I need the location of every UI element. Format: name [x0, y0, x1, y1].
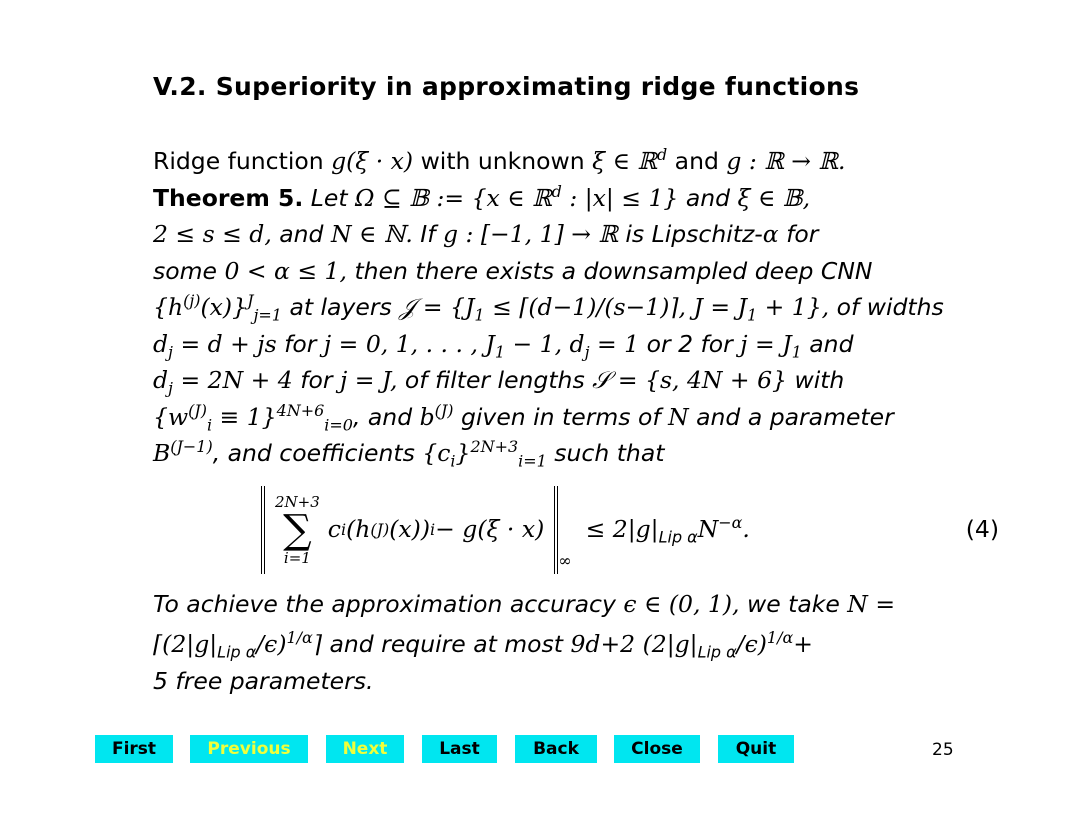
theorem-line-2	[153, 216, 1009, 253]
theorem-text: some	[153, 256, 225, 285]
math-sub: 1	[746, 305, 758, 325]
math-sub: j	[168, 378, 173, 398]
math-param-count: +	[793, 630, 813, 658]
math-sup: 4N+6	[276, 400, 325, 420]
conclusion-text: 5 free parameters.	[153, 666, 374, 695]
sigma-symbol: ∑	[283, 506, 312, 553]
display-equation	[153, 480, 1009, 580]
theorem-text: and	[801, 329, 854, 358]
math-filter-lengths: 𝒮 = {s, 4N + 6}	[592, 366, 787, 394]
math-width: = d + js	[173, 329, 277, 358]
math-j-range: − 1, d	[504, 329, 585, 358]
math-g-map: g : ℝ → ℝ.	[726, 147, 846, 175]
theorem-text: Let	[303, 183, 356, 212]
theorem-text: of filter lengths	[397, 366, 593, 394]
math-sub: i=0	[324, 415, 353, 435]
math-coefficients: }	[455, 439, 471, 467]
math-sup: (J)	[434, 400, 454, 420]
math-h-seq: {h	[153, 293, 184, 321]
theorem-text: is Lipschitz-	[617, 220, 763, 248]
first-button[interactable]: First	[95, 735, 173, 763]
math-weights: {w	[153, 402, 189, 431]
math-sub: i	[450, 451, 456, 471]
math-width: d	[153, 329, 169, 358]
conclusion-text: and require at most	[322, 630, 571, 658]
theorem-line-5	[153, 326, 1009, 363]
intro-text: Ridge function	[153, 147, 332, 175]
theorem-text: of widths	[829, 293, 944, 321]
math-alpha-range: 0 < α ≤ 1,	[224, 256, 347, 285]
math-sub: Lip α	[217, 642, 257, 662]
math-sup: d	[656, 145, 668, 165]
next-button[interactable]: Next	[326, 735, 404, 763]
theorem-text: for	[292, 366, 340, 394]
back-button[interactable]: Back	[515, 735, 597, 763]
close-button[interactable]: Close	[614, 735, 700, 763]
conclusion-text: we take	[739, 589, 848, 618]
math-weights: ≡ 1}	[212, 402, 277, 431]
quit-button[interactable]: Quit	[718, 735, 794, 763]
theorem-text: at layers	[281, 293, 400, 321]
math-rhs: N	[697, 515, 719, 544]
math-h-seq: (x)}	[200, 293, 248, 321]
math-sub: Lip α	[658, 527, 698, 547]
sum-upper-limit: 2N+3	[275, 492, 320, 511]
math-sub: i	[206, 415, 213, 435]
math-bias: b	[419, 402, 435, 431]
math-n-natural: N ∈ ℕ.	[330, 220, 413, 248]
navigation-bar	[0, 735, 1080, 765]
theorem-text: for	[778, 220, 819, 248]
math-omega-def: Ω ⊆ 𝔹 := {x ∈ ℝ	[355, 183, 552, 212]
math-n-eq: N =	[847, 589, 896, 618]
math-ridge-function: g(ξ · x)	[331, 147, 414, 175]
math-sup: 1/α	[766, 628, 794, 648]
math-xi-in-rd: ξ ∈ ℝ	[592, 147, 657, 175]
math-j-eq: j = J,	[340, 366, 398, 394]
math-rhs: ≤ 2|g|	[585, 515, 659, 544]
theorem-text: or 2 for	[639, 329, 741, 358]
math-sub: 1	[494, 342, 505, 362]
math-sup: J	[247, 291, 254, 311]
math-coefficients: {c	[422, 439, 451, 467]
math-g-term: − g(ξ · x)	[435, 515, 545, 544]
math-layers: 𝒥 = {J	[399, 293, 475, 321]
math-g-domain: g : [−1, 1] → ℝ	[442, 220, 618, 248]
math-sup: 1/α	[286, 628, 313, 648]
theorem-line-6	[153, 362, 1009, 399]
theorem-line-3	[153, 253, 1009, 290]
math-b-param: B	[153, 439, 171, 467]
theorem-text: and	[271, 220, 331, 248]
equation-rhs	[586, 511, 750, 548]
sum-lower-limit: i=1	[283, 548, 311, 567]
last-button[interactable]: Last	[422, 735, 497, 763]
theorem-line-4	[153, 289, 1009, 326]
theorem-text: with	[787, 366, 845, 394]
theorem-line-8	[153, 435, 1009, 472]
math-n-value: /ϵ)	[256, 630, 287, 658]
math-sub: 1	[474, 305, 485, 325]
math-alpha: α	[762, 220, 779, 248]
math-s-range: 2 ≤ s ≤ d,	[153, 220, 272, 248]
math-width: = 1	[589, 329, 640, 358]
math-n: N	[668, 402, 689, 431]
math-sup: (J)	[188, 400, 207, 420]
math-layers: + 1},	[757, 293, 830, 321]
summation	[275, 494, 320, 566]
math-sub: 1	[791, 342, 802, 362]
theorem-text: such that	[546, 439, 665, 467]
norm-subscript: ∞	[558, 551, 572, 570]
previous-button[interactable]: Previous	[190, 735, 308, 763]
math-j-eq: j = J	[740, 329, 792, 358]
theorem-text: , and	[352, 402, 420, 431]
math-sub: Lip α	[697, 642, 737, 662]
conclusion-line-2	[153, 626, 1009, 663]
math-sup: (J−1)	[170, 437, 213, 457]
theorem-text: and a parameter	[688, 402, 894, 431]
theorem-text: then there exists a downsampled deep CNN	[346, 256, 873, 285]
math-width: = 2N + 4	[173, 366, 293, 394]
math-sup: 2N+3	[470, 437, 519, 457]
math-c: c	[327, 515, 341, 544]
conclusion-text: To achieve the approximation accuracy	[153, 589, 624, 618]
math-ball-cond: : |x| ≤ 1}	[561, 183, 679, 212]
equation-number: (4)	[965, 515, 999, 544]
math-epsilon: ϵ ∈ (0, 1),	[623, 589, 740, 618]
theorem-label: Theorem 5.	[153, 183, 304, 212]
math-sub: i=1	[518, 451, 547, 471]
conclusion-line-3	[153, 663, 1009, 700]
norm-expression: 2N+3 ∑ i=1 c i (h (J) (x)) i − g(ξ · x)	[261, 486, 558, 574]
theorem-text: and	[678, 183, 738, 212]
slide-title: V.2. Superiority in approximating ridge functions	[153, 72, 860, 101]
theorem-text: given in terms of	[453, 402, 669, 431]
theorem-line-1	[153, 180, 1009, 217]
math-n-value: ⌉	[312, 630, 322, 658]
math-sub: j	[584, 342, 590, 362]
math-sup: −α	[718, 513, 743, 533]
math-h: (h	[346, 515, 371, 544]
slide-body	[153, 143, 1009, 699]
math-h: (x))	[389, 515, 431, 544]
conclusion-line-1	[153, 586, 1009, 623]
theorem-line-7	[153, 399, 1009, 436]
math-param-count: 9d+2 (2|g|	[570, 630, 698, 658]
math-n-value: ⌈(2|g|	[153, 630, 218, 658]
theorem-text: for	[276, 329, 324, 358]
math-sup: d	[551, 181, 562, 201]
math-width: d	[153, 366, 169, 394]
theorem-text: , and coefficients	[212, 439, 423, 467]
intro-text: with unknown	[413, 147, 593, 175]
math-sup: (j)	[183, 291, 201, 311]
math-rhs: .	[742, 515, 750, 544]
math-param-count: /ϵ)	[736, 630, 767, 658]
math-sub: j=1	[253, 305, 282, 325]
intro-line	[153, 143, 1009, 180]
page-number: 25	[932, 740, 954, 760]
math-xi-in-ball: ξ ∈ 𝔹,	[737, 183, 811, 212]
theorem-text: If	[412, 220, 443, 248]
math-layers: ≤ ⌈(d−1)/(s−1)⌉, J = J	[484, 293, 747, 321]
math-j-range: j = 0, 1, . . . , J	[323, 329, 495, 358]
math-sub: j	[168, 342, 173, 362]
intro-text: and	[667, 147, 727, 175]
